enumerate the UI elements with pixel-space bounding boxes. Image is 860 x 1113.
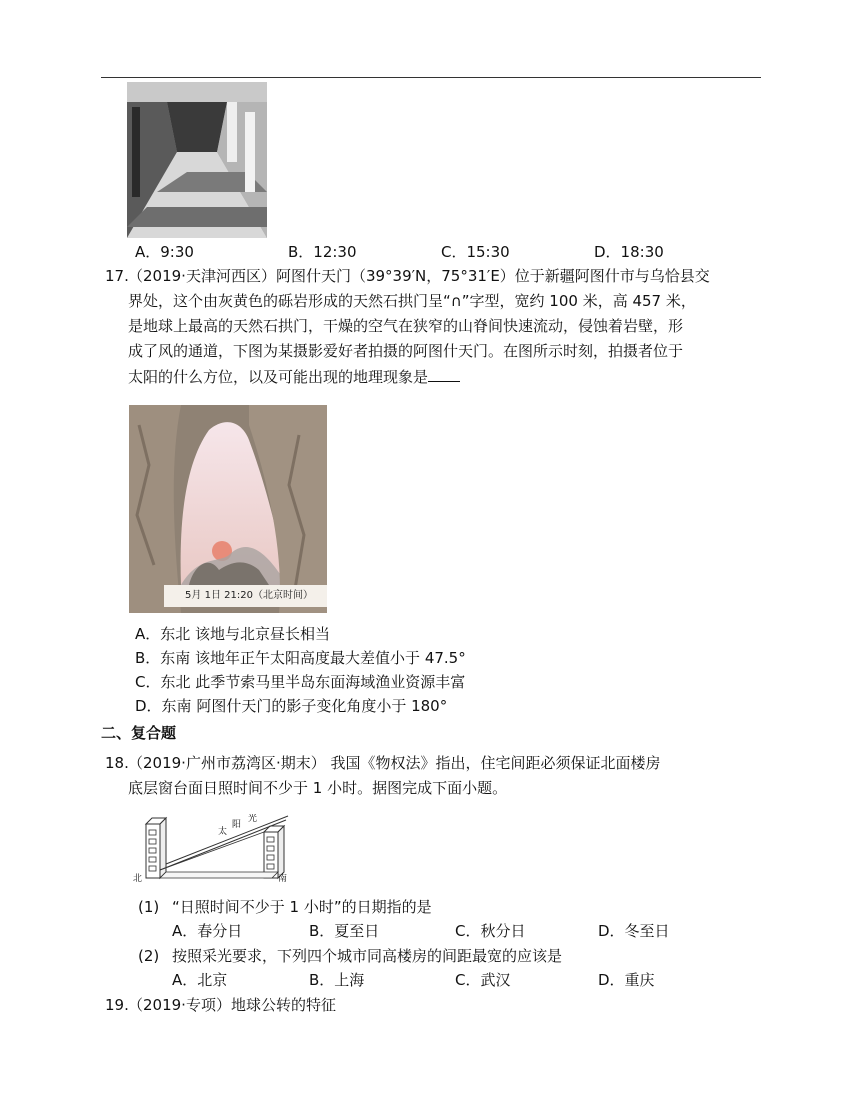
q18-line-1: （2019·广州市荔湾区·期末） 我国《物权法》指出，住宅间距必须保证北面楼房 (128, 754, 661, 772)
q17-number: 17. (105, 267, 129, 285)
q17-line-3: 是地球上最高的天然石拱门，干燥的空气在狭窄的山脊间快速流动，侵蚀着岩壁，形 (128, 317, 684, 335)
q16-option-d[interactable]: D．18:30 (594, 243, 664, 261)
q18-sub2-option-a[interactable]: A．北京 (172, 971, 228, 989)
q17-option-b[interactable]: B．东南 该地年正午太阳高度最大差值小于 47.5° (135, 649, 466, 667)
q16-option-b[interactable]: B．12:30 (288, 243, 357, 261)
q18-sub1-text: “日照时间不少于 1 小时”的日期指的是 (172, 898, 432, 916)
q17-line-5-text: 太阳的什么方位，以及可能出现的地理现象是 (128, 368, 429, 386)
corridor-photo (127, 82, 267, 238)
q18-sub1-option-d[interactable]: D．冬至日 (598, 922, 670, 940)
q18-sub2-option-d[interactable]: D．重庆 (598, 971, 655, 989)
q18-sub1-option-a[interactable]: A．春分日 (172, 922, 243, 940)
q19-text: （2019·专项）地球公转的特征 (128, 996, 336, 1014)
q18-sub1-option-c[interactable]: C．秋分日 (455, 922, 526, 940)
q18-sub1-option-b[interactable]: B．夏至日 (309, 922, 380, 940)
q18-sub2-text: 按照采光要求，下列四个城市同高楼房的间距最宽的应该是 (172, 947, 563, 965)
q17-option-a[interactable]: A．东北 该地与北京昼长相当 (135, 625, 331, 643)
q18-sub2-option-c[interactable]: C．武汉 (455, 971, 511, 989)
q18-sub2-option-b[interactable]: B．上海 (309, 971, 365, 989)
diagram-label-sun-2: 阳 (232, 820, 242, 830)
q19-number: 19. (105, 996, 129, 1014)
q17-option-c[interactable]: C．东北 此季节索马里半岛东面海域渔业资源丰富 (135, 673, 466, 691)
q17-line-5 (128, 365, 460, 388)
q17-line-1: （2019·天津河西区）阿图什天门（39°39′N，75°31′E）位于新疆阿图什市与乌恰县交 (128, 267, 710, 285)
q18-line-2: 底层窗台面日照时间不少于 1 小时。据图完成下面小题。 (128, 779, 508, 797)
q17-line-2: 界处，这个由灰黄色的砾岩形成的天然石拱门呈“∩”字型，宽约 100 米，高 457 米， (128, 292, 696, 310)
q16-option-a[interactable]: A．9:30 (135, 243, 194, 261)
q17-option-d[interactable]: D．东南 阿图什天门的影子变化角度小于 180° (135, 697, 448, 715)
q18-sub1-number: (1) (138, 898, 160, 916)
q16-option-c[interactable]: C．15:30 (441, 243, 510, 261)
q18-number: 18. (105, 754, 129, 772)
section-title: 二、复合题 (101, 724, 177, 742)
q17-answer-blank[interactable] (428, 365, 460, 382)
arch-photo (129, 405, 327, 613)
sunlight-spacing-diagram (130, 814, 290, 886)
diagram-label-south: 南 (278, 874, 288, 884)
q17-line-4: 成了风的通道，下图为某摄影爱好者拍摄的阿图什天门。在图所示时刻，拍摄者位于 (128, 342, 684, 360)
diagram-label-sun-1: 太 (218, 827, 228, 837)
header-rule (101, 77, 761, 78)
diagram-label-north: 北 (133, 874, 143, 884)
diagram-label-sun-3: 光 (248, 814, 258, 824)
photo-caption: 5月 1日 21:20（北京时间） (164, 585, 327, 607)
q18-sub2-number: (2) (138, 947, 160, 965)
